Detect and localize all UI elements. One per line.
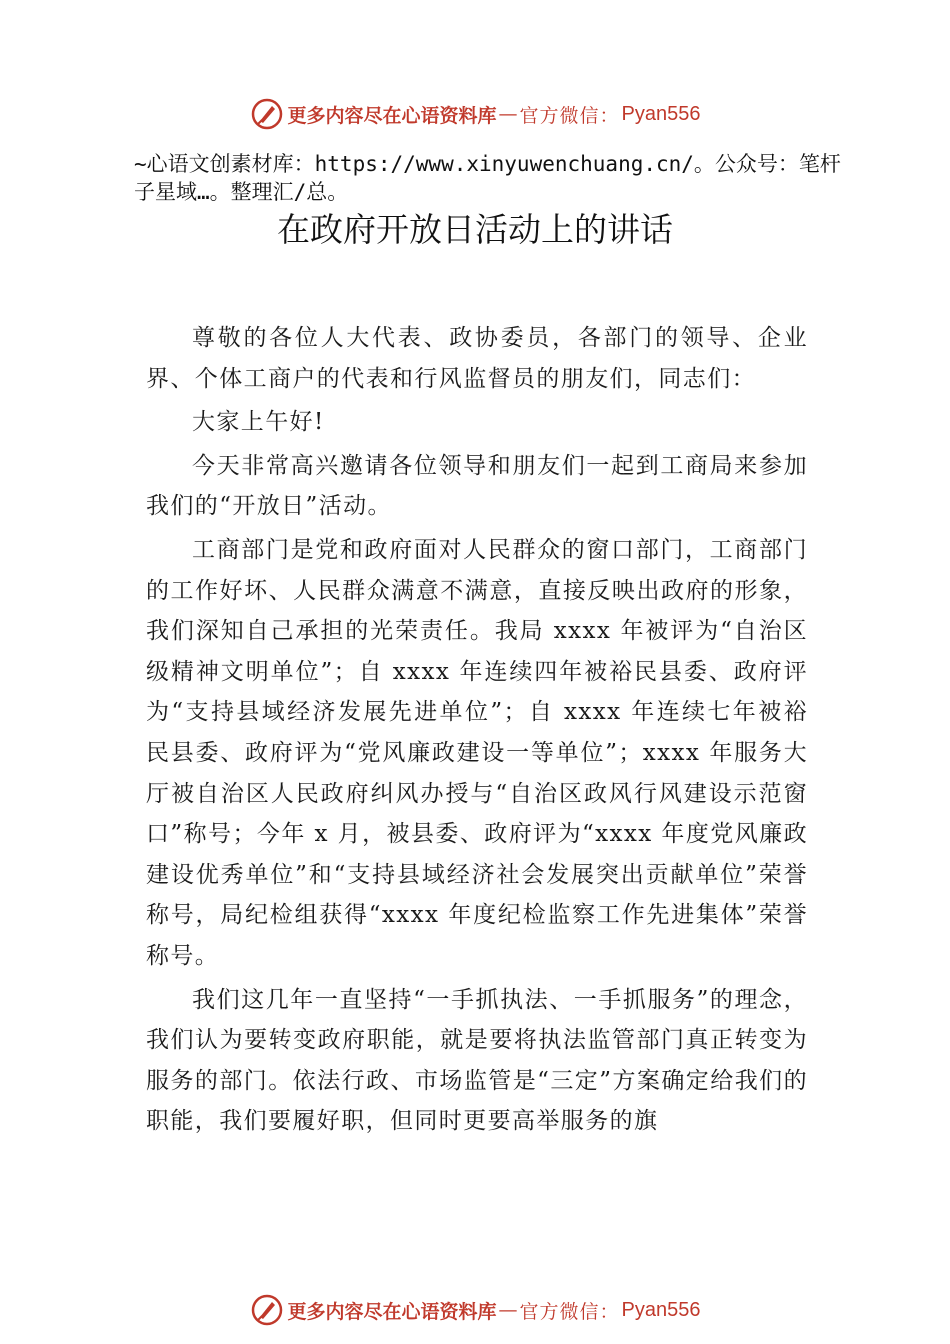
banner-official-label: 官方微信： [519, 104, 620, 127]
banner-dash: — [498, 1299, 518, 1321]
banner-brand: 更多内容尽在心语资料库 [287, 1300, 497, 1323]
header-banner [0, 94, 950, 134]
source-line: ~心语文创素材库：https://www.xinyuwenchuang.cn/。公众号：笔杆子星域…。整理汇/总。 [134, 152, 841, 204]
footer-banner [0, 1290, 950, 1330]
paragraph-salutation: 尊敬的各位人大代表、政协委员，各部门的领导、企业界、个体工商户的代表和行风监督员的朋友们，同志们： [146, 325, 808, 392]
banner-official-label: 官方微信： [519, 1300, 620, 1323]
quill-logo-icon [250, 97, 284, 131]
document-body [146, 318, 808, 1142]
banner-wechat-id: Pyan556 [621, 1298, 701, 1321]
paragraph-greeting: 大家上午好! [192, 409, 325, 436]
paragraph: 工商部门是党和政府面对人民群众的窗口部门，工商部门的工作好坏、人民群众满意不满意，直接反映出政府的形象，我们深知自己承担的光荣责任。我局 xxxx 年被评为“自治区级精神文明单位”；自 xxxx 年连续四年被裕民县委、政府评为“支持县域经济发展先进单位”；自 xxxx 年连续七年被裕民县委、政府评为“党风廉政建设一等单位”；xxxx 年服务大厅被自治区人民政府纠风办授与“自治区政风行风建设示范窗口”称号；今年 x 月，被县委、政府评为“xxxx 年度党风廉政建设优秀单位”和“支持县域经济社会发展突出贡献单位”荣誉称号，局纪检组获得“xxxx 年度纪检监察工作先进集体”荣誉称号。 [146, 536, 808, 969]
banner-brand: 更多内容尽在心语资料库 [287, 104, 497, 127]
paragraph: 我们这几年一直坚持“一手抓执法、一手抓服务”的理念，我们认为要转变政府职能，就是要将执法监管部门真正转变为服务的部门。依法行政、市场监管是“三定”方案确定给我们的职能，我们要履好职，但同时更要高举服务的旗 [146, 986, 808, 1135]
document-title: 在政府开放日活动上的讲话 [277, 210, 673, 249]
paragraph: 今天非常高兴邀请各位领导和朋友们一起到工商局来参加我们的“开放日”活动。 [146, 452, 808, 520]
banner-wechat-id: Pyan556 [621, 102, 701, 125]
banner-dash: — [498, 103, 518, 125]
quill-logo-icon [250, 1293, 284, 1327]
